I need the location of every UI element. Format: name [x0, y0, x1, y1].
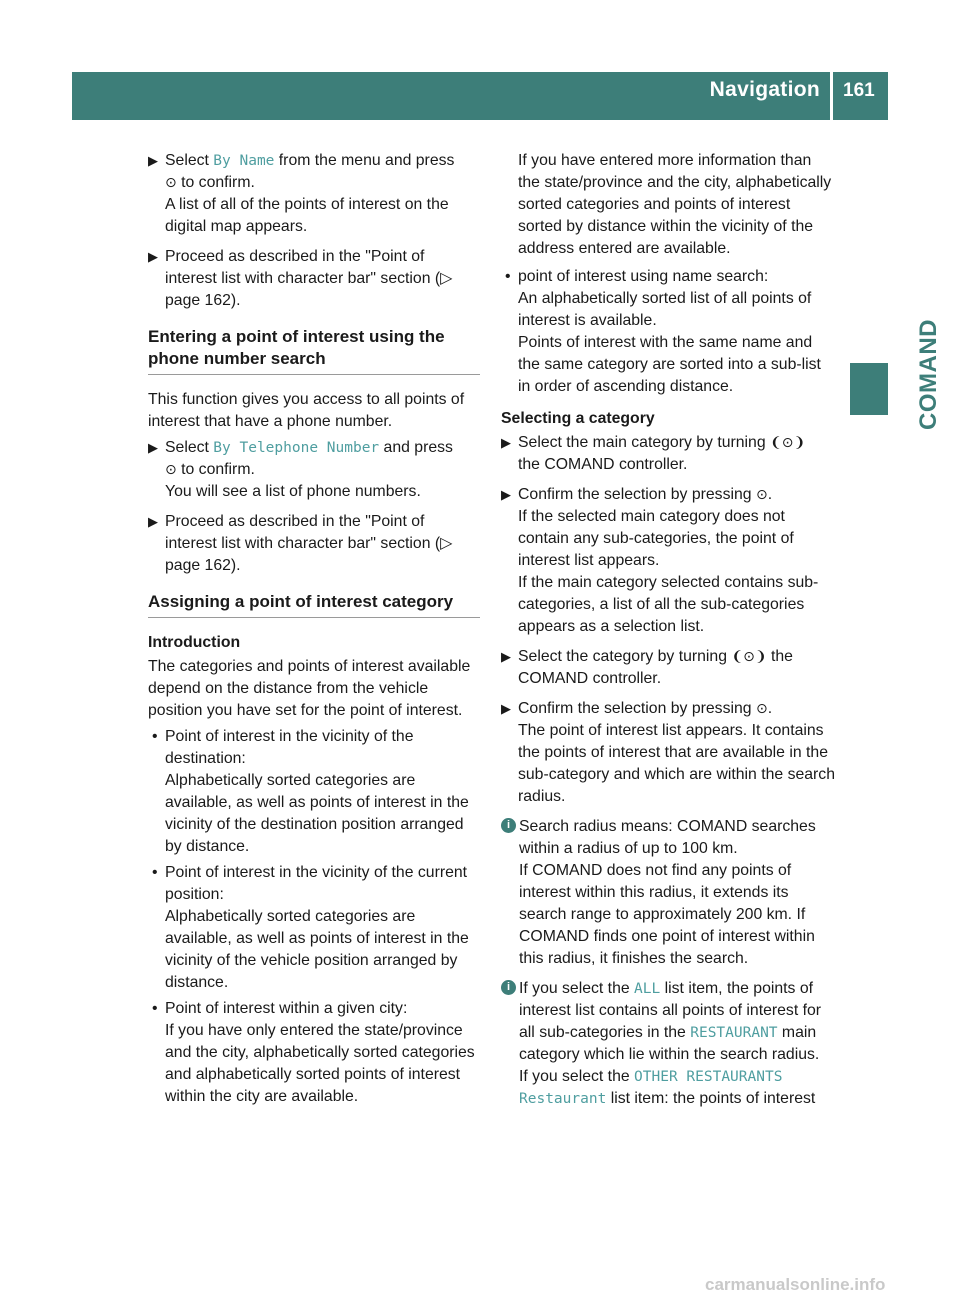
- turn-controller-icon: ❨⊙❩: [731, 649, 767, 665]
- bullet-icon: •: [505, 268, 511, 285]
- list-item-text: If you have only entered the state/province and the city, alphabetically sorted categories and alphabetically sorted points of interest within the city are available.: [165, 1022, 475, 1105]
- list-item-text: Alphabetically sorted categories are available, as well as points of interest in the vicinity of the vehicle position arranged by distance.: [165, 908, 469, 991]
- list-item-text: Alphabetically sorted categories are available, as well as points of interest in the vicinity of the destination position arranged by distance.: [165, 772, 469, 855]
- press-controller-icon: ⊙: [165, 175, 177, 191]
- step-result: You will see a list of phone numbers.: [165, 483, 421, 500]
- step-text: Select the category by turning: [518, 648, 732, 665]
- list-item: [148, 998, 480, 1108]
- bullet-icon: •: [152, 728, 158, 745]
- info-note: [501, 816, 836, 970]
- step-text: from the menu and press: [274, 152, 455, 169]
- step-result: A list of all of the points of interest on the digital map appears.: [165, 196, 449, 235]
- menu-item-code: By Telephone Number: [213, 440, 380, 456]
- list-item-title: point of interest using name search:: [518, 268, 769, 285]
- instruction-step: [501, 484, 836, 638]
- step-text: Select the main category by turning: [518, 434, 771, 451]
- step-text: Confirm the selection by pressing: [518, 700, 756, 717]
- bullet-icon: •: [152, 864, 158, 881]
- menu-item-code: By Name: [213, 153, 275, 169]
- menu-item-code: ALL: [634, 981, 661, 997]
- paragraph: The categories and points of interest available depend on the distance from the vehicle position you have set for the point of interest.: [148, 658, 471, 719]
- step-text: the COMAND controller.: [518, 648, 793, 687]
- press-controller-icon: ⊙: [165, 462, 177, 478]
- step-result: If the main category selected contains sub-categories, a list of all the sub-categories appears as a selection list.: [518, 574, 819, 635]
- menu-item-code: OTHER RESTAURANTS Restaurant: [519, 1069, 783, 1107]
- text-span: list item: the points of interest: [606, 1090, 816, 1107]
- side-tab-block: [850, 363, 888, 415]
- instruction-step: [501, 698, 836, 808]
- note-text: Search radius means: COMAND searches within a radius of up to 100 km.: [519, 818, 816, 857]
- info-icon: i: [501, 818, 516, 833]
- text-span: If you select the: [519, 980, 635, 997]
- step-text: Proceed as described in the "Point of interest list with character bar" section (▷ page 162).: [165, 513, 453, 574]
- section-heading: Entering a point of interest using the phone number search: [148, 326, 480, 375]
- press-controller-icon: ⊙: [755, 701, 768, 717]
- text-span: If you select the: [519, 1068, 635, 1085]
- step-text: Select: [165, 439, 214, 456]
- section-heading: Assigning a point of interest category: [148, 591, 480, 618]
- list-item-text: Points of interest with the same name and the same category are sorted into a sub-list in order of ascending distance.: [518, 334, 821, 395]
- step-arrow-icon: ▶: [501, 701, 511, 716]
- list-item-continuation: [501, 150, 836, 260]
- instruction-step: [501, 432, 836, 476]
- text-span: list item, the points of interest list contains all points of interest for all sub-categories in the: [519, 980, 822, 1041]
- list-item: [148, 726, 480, 858]
- text-span: main category which lie within the search radius.: [519, 1024, 820, 1063]
- header-divider: [830, 72, 833, 120]
- step-arrow-icon: ▶: [148, 249, 158, 264]
- list-item-text: An alphabetically sorted list of all points of interest is available.: [518, 290, 812, 329]
- note-text: [519, 978, 836, 1066]
- note-text: [519, 1066, 836, 1110]
- step-text: .: [767, 486, 773, 503]
- bullet-icon: •: [152, 1000, 158, 1017]
- list-item-title: Point of interest in the vicinity of the destination:: [165, 728, 414, 767]
- side-tab-label: COMAND: [915, 319, 942, 430]
- list-item-text: If you have entered more information than the state/province and the city, alphabetically sorted categories and points of interest sorted by distance within the vicinity of the address entered are available.: [518, 152, 832, 257]
- step-arrow-icon: ▶: [501, 649, 511, 664]
- step-text: Select: [165, 152, 214, 169]
- instruction-step: [148, 150, 480, 238]
- subheading: Selecting a category: [501, 410, 655, 427]
- step-result: The point of interest list appears. It contains the points of interest that are available in the sub-category and which are within the search radius.: [518, 722, 835, 805]
- note-text: If COMAND does not find any points of interest within this radius, it extends its search range to approximately 200 km. If COMAND finds one point of interest within this radius, it finishes the search.: [519, 862, 815, 967]
- instruction-step: [148, 511, 480, 577]
- press-controller-icon: ⊙: [755, 487, 768, 503]
- step-result: If the selected main category does not contain any sub-categories, the point of interest list appears.: [518, 508, 794, 569]
- list-item: [501, 266, 836, 398]
- info-note: [501, 978, 836, 1110]
- step-arrow-icon: ▶: [148, 514, 158, 529]
- step-text: to confirm.: [176, 174, 255, 191]
- step-text: to confirm.: [176, 461, 255, 478]
- step-arrow-icon: ▶: [501, 435, 511, 450]
- step-arrow-icon: ▶: [148, 440, 158, 455]
- step-text: .: [767, 700, 773, 717]
- step-text: Proceed as described in the "Point of interest list with character bar" section (▷ page 162).: [165, 248, 453, 309]
- page-number: 161: [843, 80, 875, 101]
- watermark: carmanualsonline.info: [705, 1275, 886, 1294]
- step-arrow-icon: ▶: [148, 153, 158, 168]
- info-icon: i: [501, 980, 516, 995]
- step-text: and press: [379, 439, 453, 456]
- subheading: Introduction: [148, 634, 241, 651]
- list-item-title: Point of interest within a given city:: [165, 1000, 408, 1017]
- menu-item-code: RESTAURANT: [690, 1025, 778, 1041]
- section-title: Navigation: [709, 78, 820, 101]
- step-text: the COMAND controller.: [518, 456, 688, 473]
- step-text: Confirm the selection by pressing: [518, 486, 756, 503]
- left-column: [148, 150, 480, 1112]
- list-item: [148, 862, 480, 994]
- instruction-step: [501, 646, 836, 690]
- step-arrow-icon: ▶: [501, 487, 511, 502]
- instruction-step: [148, 246, 480, 312]
- paragraph: This function gives you access to all points of interest that have a phone number.: [148, 391, 465, 430]
- turn-controller-icon: ❨⊙❩: [770, 435, 806, 451]
- instruction-step: [148, 437, 480, 503]
- list-item-title: Point of interest in the vicinity of the current position:: [165, 864, 468, 903]
- right-column: [501, 150, 836, 1118]
